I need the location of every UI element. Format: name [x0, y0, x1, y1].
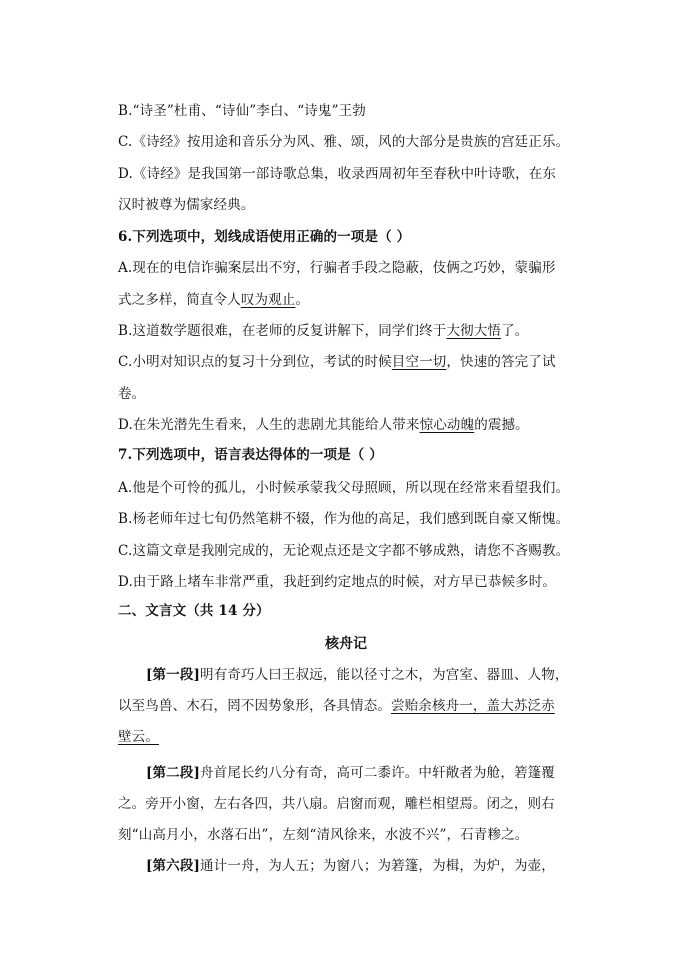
passage-p1-line3 [118, 727, 159, 747]
paragraph-tag: [第二段] [146, 765, 201, 781]
q5-option-c: C.《诗经》按用途和音乐分为风、雅、颂，风的大部分是贵族的宫廷正乐。 [118, 134, 570, 150]
text-span: 舟首尾长约八分有奇，高可二黍许。中轩敞者为舱，箬篷覆 [200, 765, 555, 781]
q7-option-c: C.这篇文章是我刚完成的，无论观点还是文字都不够成熟，请您不吝赐教。 [118, 543, 570, 559]
underlined-idiom: 惊心动魄 [419, 417, 475, 433]
passage-p2-line1 [146, 763, 555, 783]
q6-option-c-line1 [118, 352, 556, 372]
q6-stem: 6.下列选项中，划线成语使用正确的一项是（ ） [118, 229, 411, 245]
underlined-idiom: 大彻大悟 [446, 323, 502, 339]
text-span: 了。 [501, 323, 529, 339]
underlined-sentence: 壁云。 [118, 729, 159, 745]
text-span: B.这道数学题很难，在老师的反复讲解下，同学们终于 [118, 323, 447, 339]
paragraph-tag: [第一段] [146, 667, 201, 683]
underlined-idiom: 叹为观止 [240, 292, 296, 308]
section-heading: 二、文言文（共 14 分） [118, 603, 270, 619]
q7-option-a: A.他是个可怜的孤儿，小时候承蒙我父母照顾，所以现在经常来看望我们。 [118, 480, 570, 496]
q6-option-a-line1: A.现在的电信诈骗案层出不穷，行骗者手段之隐蔽，伎俩之巧妙，蒙骗形 [118, 260, 556, 276]
passage-p1-line1 [146, 665, 569, 685]
text-span: D.在朱光潜先生看来，人生的悲剧尤其能给人带来 [118, 417, 420, 433]
passage-p1-line2 [118, 696, 555, 716]
text-span: 。 [295, 292, 310, 308]
q5-option-d-line2: 汉时被尊为儒家经典。 [118, 197, 255, 213]
passage-title: 核舟记 [325, 636, 367, 652]
q6-option-a-line2 [118, 290, 309, 310]
q5-option-b: B.“诗圣”杜甫、“诗仙”李白、“诗鬼”王勃 [118, 103, 366, 119]
passage-p6-line1 [146, 856, 555, 876]
q6-option-b [118, 321, 528, 341]
q5-option-d-line1: D.《诗经》是我国第一部诗歌总集，收录西周初年至春秋中叶诗歌，在东 [118, 166, 557, 182]
text-span: 明有奇巧人曰王叔远，能以径寸之木，为宫室、器皿、人物， [200, 667, 569, 683]
q6-option-c-line2: 卷。 [118, 386, 146, 402]
text-span: C.小明对知识点的复习十分到位，考试的时候 [118, 354, 392, 370]
q7-option-b: B.杨老师年过七旬仍然笔耕不辍，作为他的高足，我们感到既自豪又惭愧。 [118, 511, 570, 527]
q6-option-d [118, 415, 529, 435]
passage-p2-line3: 刻“山高月小，水落石出”，左刻“清风徐来，水波不兴”，石青糁之。 [118, 827, 529, 843]
text-span: 以至鸟兽、木石，罔不因势象形，各具情态。 [118, 698, 391, 714]
underlined-sentence: 尝贻余核舟一，盖大苏泛赤 [391, 698, 555, 714]
paragraph-tag: [第六段] [146, 858, 201, 874]
text-span: 的震撼。 [474, 417, 529, 433]
q7-option-d: D.由于路上堵车非常严重，我赶到约定地点的时候，对方早已恭候多时。 [118, 574, 557, 590]
passage-p2-line2: 之。旁开小窗，左右各四，共八扇。启窗而观，雕栏相望焉。闭之，则右 [118, 796, 555, 812]
underlined-idiom: 目空一切 [391, 354, 447, 370]
text-span: 式之多样，简直令人 [118, 292, 241, 308]
text-span: 通计一舟，为人五；为窗八；为箬篷，为楫，为炉，为壶， [200, 858, 555, 874]
text-span: ，快速的答完了试 [446, 354, 556, 370]
q7-stem: 7.下列选项中，语言表达得体的一项是（ ） [118, 447, 383, 463]
